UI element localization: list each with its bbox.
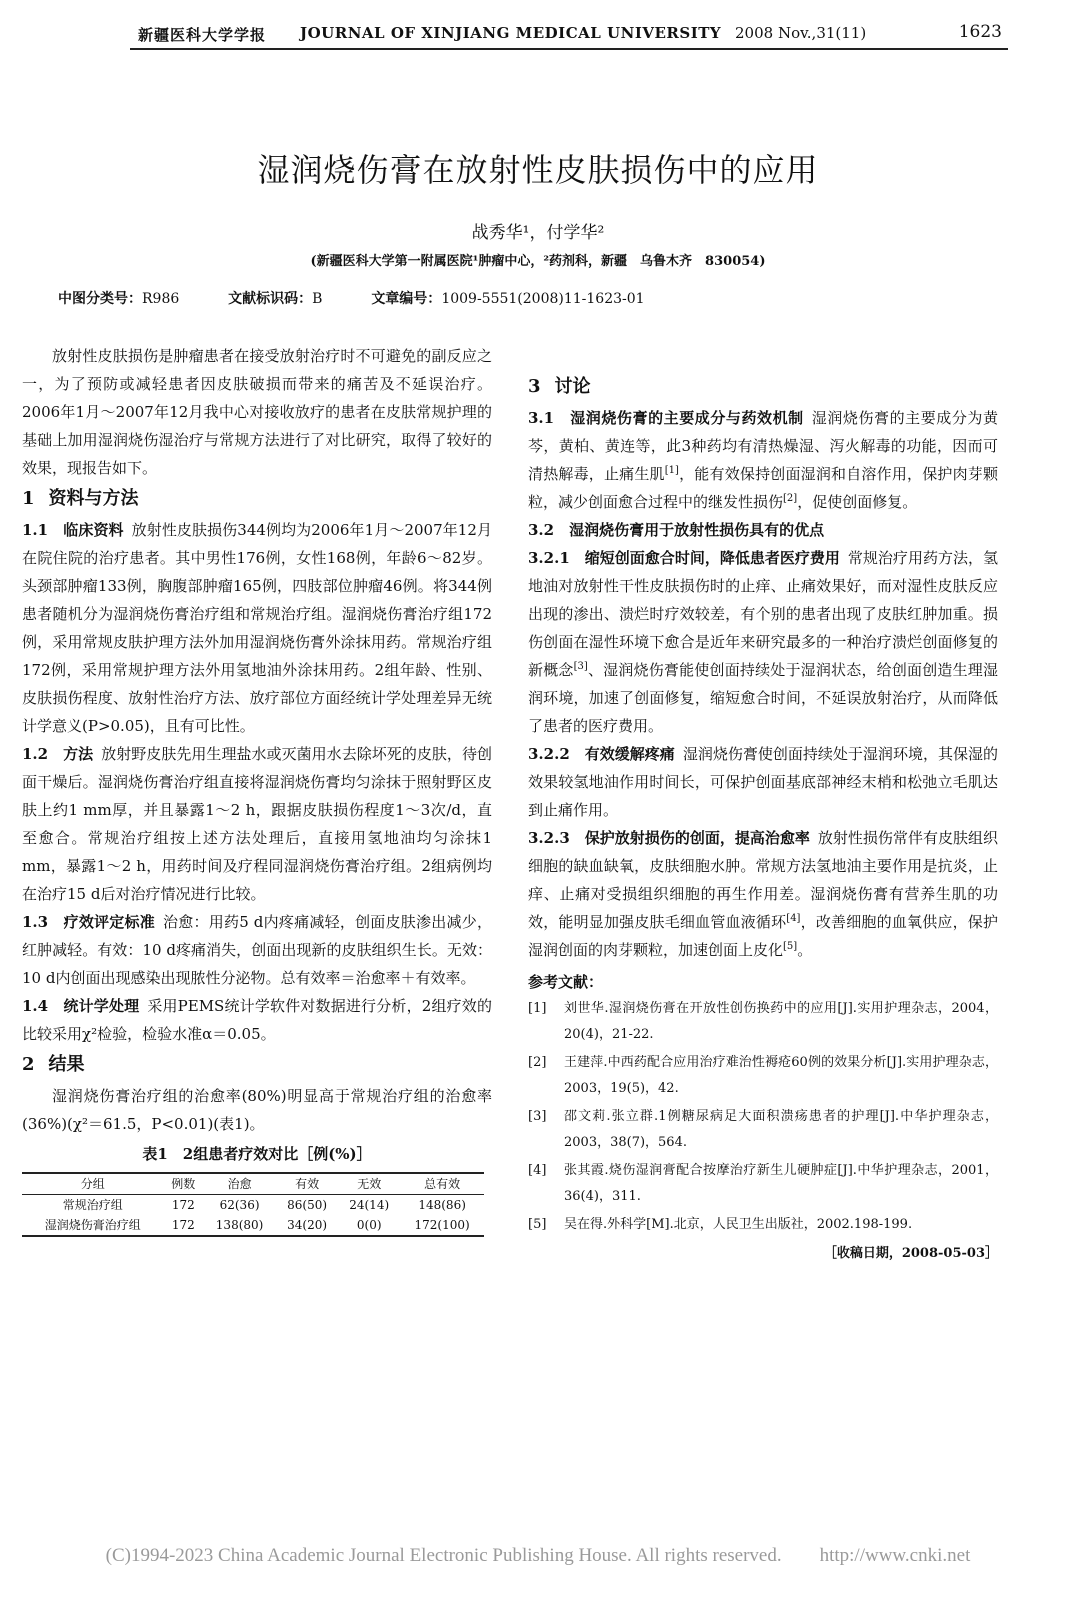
table-row (22, 1215, 484, 1236)
citation: [4] (786, 913, 801, 924)
clc-number: 中图分类号：R986 (58, 291, 180, 307)
running-header (130, 22, 1008, 48)
reference-list (528, 996, 998, 1238)
received-date: ［收稿日期，2008-05-03］ (823, 1246, 998, 1261)
column-header: 无效 (357, 1177, 382, 1191)
paragraph: 3.2.2 有效缓解疼痛 湿润烧伤膏使创面持续处于湿润环境，其保湿的效果较氢地油作用时间长，可保护创面基底部神经末梢和松弛立毛肌达到止痛作用。 (528, 745, 998, 819)
table-cell: 172 (171, 1198, 195, 1212)
table-cell: 172 (171, 1218, 195, 1232)
article-authors: 战秀华¹，付学华² (471, 223, 605, 243)
journal-issue: 2008 Nov.,31(11) (735, 24, 867, 42)
page-number: 1623 (958, 22, 1002, 42)
table-cell: 148(86) (418, 1198, 466, 1212)
section-heading: 2 结果 (22, 1054, 85, 1075)
paragraph: 3.2.1 缩短创面愈合时间，降低患者医疗费用 常规治疗用药方法，氢地油对放射性干性皮肤损伤时的止痒、止痛效果好，而对湿性皮肤反应出现的渗出、溃烂时疗效较差，有个别的患者出现了皮肤红肿加重。损伤创面在湿性环境下愈合是近年来研究最多的一种治疗溃烂创面修复的新概念[3]、湿润烧伤膏能使创面持续处于湿润状态，给创面创造生理湿润环境，加速了创面修复，缩短愈合时间，不延误放射治疗，从而降低了患者的医疗费用。 (528, 549, 998, 735)
article-title: 湿润烧伤膏在放射性皮肤损伤中的应用 (257, 151, 819, 189)
paragraph: 1.3 疗效评定标准 治愈：用药5 d内疼痛减轻，创面皮肤渗出减少，红肿减轻。有效：10 d疼痛消失，创面出现新的皮肤组织生长。无效：10 d内创面出现感染出现脓性分泌物。总有效率＝治愈率＋有效率。 (22, 913, 492, 987)
right-column (528, 370, 998, 1268)
article-metadata (58, 288, 689, 308)
subsection-heading: 3.2 湿润烧伤膏用于放射性损伤具有的优点 (528, 521, 825, 539)
journal-name-cn: 新疆医科大学学报 (138, 26, 267, 44)
table-cell: 24(14) (349, 1198, 390, 1212)
column-header: 治愈 (227, 1177, 252, 1191)
table-cell: 138(80) (215, 1218, 264, 1232)
journal-name-en: JOURNAL OF XINJIANG MEDICAL UNIVERSITY (300, 24, 722, 42)
paragraph: 3.1 湿润烧伤膏的主要成分与药效机制 湿润烧伤膏的主要成分为黄芩，黄柏、黄连等，此3种药均有清热燥湿、泻火解毒的功能，因而可清热解毒，止痛生肌[1]，能有效保持创面湿润和自溶作用，保护肉芽颗粒，减少创面愈合过程中的继发性损伤[2]，促使创面修复。 (528, 409, 998, 511)
column-header: 有效 (295, 1177, 320, 1191)
citation: [1] (664, 465, 679, 476)
paragraph: 1.1 临床资料 放射性皮肤损伤344例均为2006年1月～2007年12月在院住院的治疗患者。其中男性176例，女性168例，年龄6～82岁。头颈部肿瘤133例，胸腹部肿瘤165例，四肢部位肿瘤46例。将344例患者随机分为湿润烧伤膏治疗组和常规治疗组。湿润烧伤膏治疗组172例，采用常规皮肤护理方法外加用湿润烧伤膏外涂抹用药。常规治疗组172例，采用常规护理方法外用氢地油外涂抹用药。2组年龄、性别、皮肤损伤程度、放射性治疗方法、放疗部位方面经统计学处理差异无统计学意义(P>0.05)，且有可比性。 (22, 521, 492, 735)
reference-item: [5] 吴在得.外科学[M].北京，人民卫生出版社，2002.198-199. (528, 1217, 913, 1232)
article-number: 文章编号：1009-5551(2008)11-1623-01 (371, 291, 645, 307)
table-cell: 62(36) (219, 1198, 260, 1212)
table-caption: 表1 2组患者疗效对比［例(%)］ (142, 1145, 372, 1163)
reference-item: [2] 王建萍.中西药配合应用治疗难治性褥疮60例的效果分析[J].实用护理杂志，2003，19(5)，42. (528, 1055, 998, 1096)
table-cell: 湿润烧伤膏治疗组 (44, 1218, 141, 1232)
document-code: 文献标识码：B (228, 291, 323, 307)
author-affiliation: (新疆医科大学第一附属医院¹肿瘤中心，²药剂科，新疆 乌鲁木齐 830054) (310, 254, 766, 269)
reference-item: [3] 邵文莉.张立群.1例糖尿病足大面积溃疡患者的护理[J].中华护理杂志，2003，38(7)，564. (528, 1109, 998, 1150)
paragraph: 3.2.3 保护放射损伤的创面，提高治愈率 放射性损伤常伴有皮肤组织细胞的缺血缺氧，皮肤细胞水肿。常规方法氢地油主要作用是抗炎，止痒、止痛对受损组织细胞的再生作用差。湿润烧伤膏有营养生肌的功效，能明显加强皮肤毛细血管血液循环[4]，改善细胞的血氧供应，保护湿润创面的肉芽颗粒，加速创面上皮化[5]。 (528, 829, 998, 959)
table-cell: 0(0) (356, 1218, 382, 1232)
section-heading: 3 讨论 (528, 376, 591, 397)
results-paragraph: 湿润烧伤膏治疗组的治愈率(80%)明显高于常规治疗组的治愈率(36%)(χ²＝61.5，P<0.01)(表1)。 (22, 1087, 492, 1133)
citation: [2] (783, 493, 798, 504)
citation: [3] (573, 661, 588, 672)
table-cell: 172(100) (414, 1218, 470, 1232)
table-row (22, 1195, 484, 1216)
paragraph: 1.4 统计学处理 采用PEMS统计学软件对数据进行分析，2组疗效的比较采用χ²检验，检验水准α＝0.05。 (22, 997, 492, 1043)
paragraph: 1.2 方法 放射野皮肤先用生理盐水或灭菌用水去除坏死的皮肤，待创面干燥后。湿润烧伤膏治疗组直接将湿润烧伤膏均匀涂抹于照射野区皮肤上约1 mm厚，并且暴露1～2 h，跟据皮肤损伤程度1～3次/d，直至愈合。常规治疗组按上述方法处理后，直接用氢地油均匀涂抹1 mm，暴露1～2 h，用药时间及疗程同湿润烧伤膏治疗组。2组病例均在治疗15 d后对治疗情况进行比较。 (22, 745, 492, 903)
table-header-row (22, 1173, 484, 1195)
reference-item: [1] 刘世华.湿润烧伤膏在开放性创伤换药中的应用[J].实用护理杂志，2004，20(4)，21-22. (528, 1001, 998, 1042)
header-rule (130, 48, 1008, 50)
left-column (22, 342, 492, 1237)
table-cell: 常规治疗组 (62, 1198, 123, 1212)
column-header: 总有效 (424, 1177, 461, 1191)
table-cell: 34(20) (287, 1218, 328, 1232)
results-table (22, 1172, 484, 1237)
intro-paragraph: 放射性皮肤损伤是肿瘤患者在接受放射治疗时不可避免的副反应之一，为了预防或减轻患者因皮肤破损而带来的痛苦及不延误治疗。2006年1月～2007年12月我中心对接收放疗的患者在皮肤常规护理的基础上加用湿润烧伤湿治疗与常规方法进行了对比研究，取得了较好的效果，现报告如下。 (22, 347, 492, 477)
references-heading: 参考文献： (528, 973, 604, 991)
reference-item: [4] 张其霞.烧伤湿润膏配合按摩治疗新生儿硬肿症[J].中华护理杂志，2001，36(4)，311. (528, 1163, 998, 1204)
citation: [5] (783, 941, 798, 952)
copyright-footer: (C)1994-2023 China Academic Journal Electronic Publishing House. All rights reserved. http://www.cnki.net (105, 1545, 971, 1566)
table-cell: 86(50) (287, 1198, 328, 1212)
column-header: 分组 (80, 1177, 105, 1191)
section-heading: 1 资料与方法 (22, 488, 139, 509)
column-header: 例数 (171, 1177, 196, 1191)
